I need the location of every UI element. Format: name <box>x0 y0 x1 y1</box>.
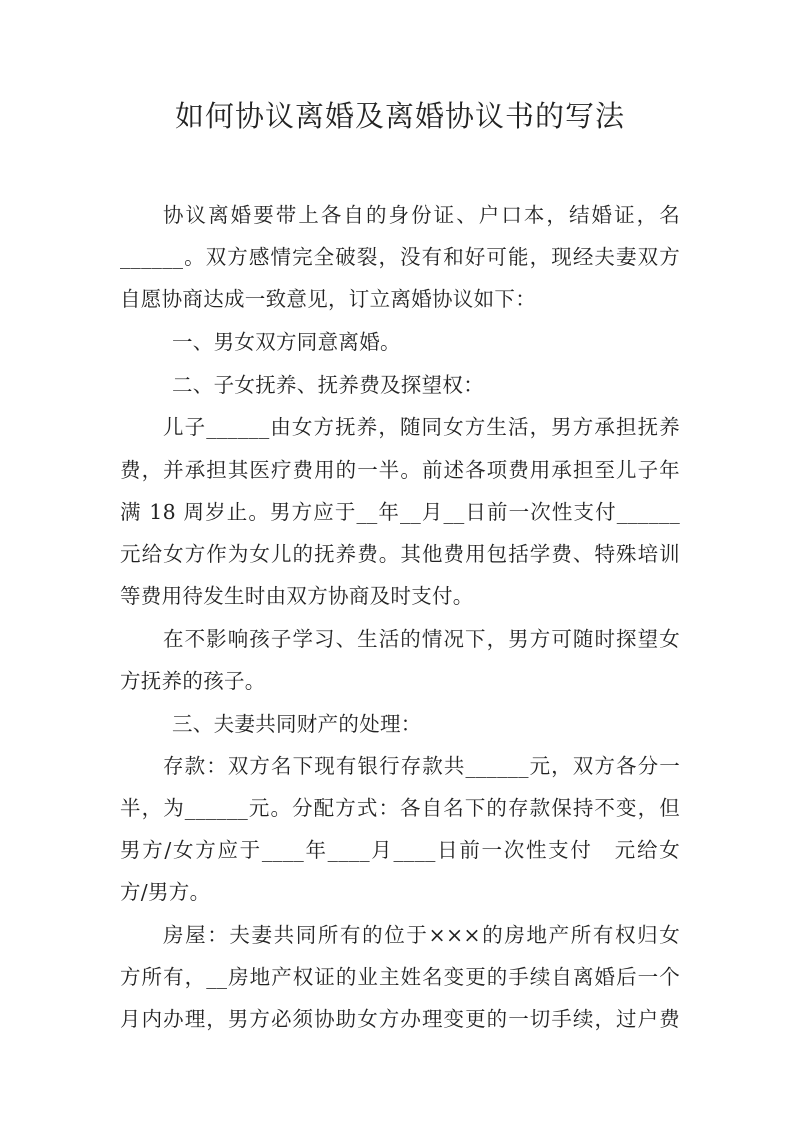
document-title: 如何协议离婚及离婚协议书的写法 <box>174 99 625 133</box>
paragraph-line: 男方/女方应于____年____月____日前一次性支付 元给女 <box>120 838 680 862</box>
paragraph-line: ______。双方感情完全破裂，没有和好可能，现经夫妻双方 <box>120 245 680 269</box>
paragraph-line: 满 18 周岁止。男方应于__年__月__日前一次性支付______ <box>120 500 680 524</box>
paragraph-line: 自愿协商达成一致意见，订立离婚协议如下： <box>120 287 536 311</box>
paragraph-line: 在不影响孩子学习、生活的情况下，男方可随时探望女 <box>163 627 680 651</box>
paragraph-line: 儿子______由女方抚养，随同女方生活，男方承担抚养 <box>163 415 680 439</box>
paragraph-line: 方所有，__房地产权证的业主姓名变更的手续自离婚后一个 <box>120 965 680 989</box>
section-heading: 一、男女双方同意离婚。 <box>172 330 401 354</box>
paragraph-line: 元给女方作为女儿的抚养费。其他费用包括学费、特殊培训 <box>120 542 680 566</box>
paragraph-line: 方/男方。 <box>120 880 211 904</box>
paragraph-line: 费，并承担其医疗费用的一半。前述各项费用承担至儿子年 <box>120 458 680 482</box>
paragraph-line: 房屋：夫妻共同所有的位于×××的房地产所有权归女 <box>163 923 680 947</box>
paragraph-line: 协议离婚要带上各自的身份证、户口本，结婚证，名 <box>163 203 680 227</box>
paragraph-line: 存款：双方名下现有银行存款共______元，双方各分一 <box>163 754 680 778</box>
section-heading: 二、子女抚养、抚养费及探望权： <box>172 373 484 397</box>
paragraph-line: 半，为______元。分配方式：各自名下的存款保持不变，但 <box>120 796 680 820</box>
section-heading: 三、夫妻共同财产的处理： <box>172 712 422 736</box>
paragraph-line: 月内办理，男方必须协助女方办理变更的一切手续，过户费 <box>120 1007 680 1031</box>
paragraph-line: 方抚养的孩子。 <box>120 669 266 693</box>
paragraph-line: 等费用待发生时由双方协商及时支付。 <box>120 584 474 608</box>
